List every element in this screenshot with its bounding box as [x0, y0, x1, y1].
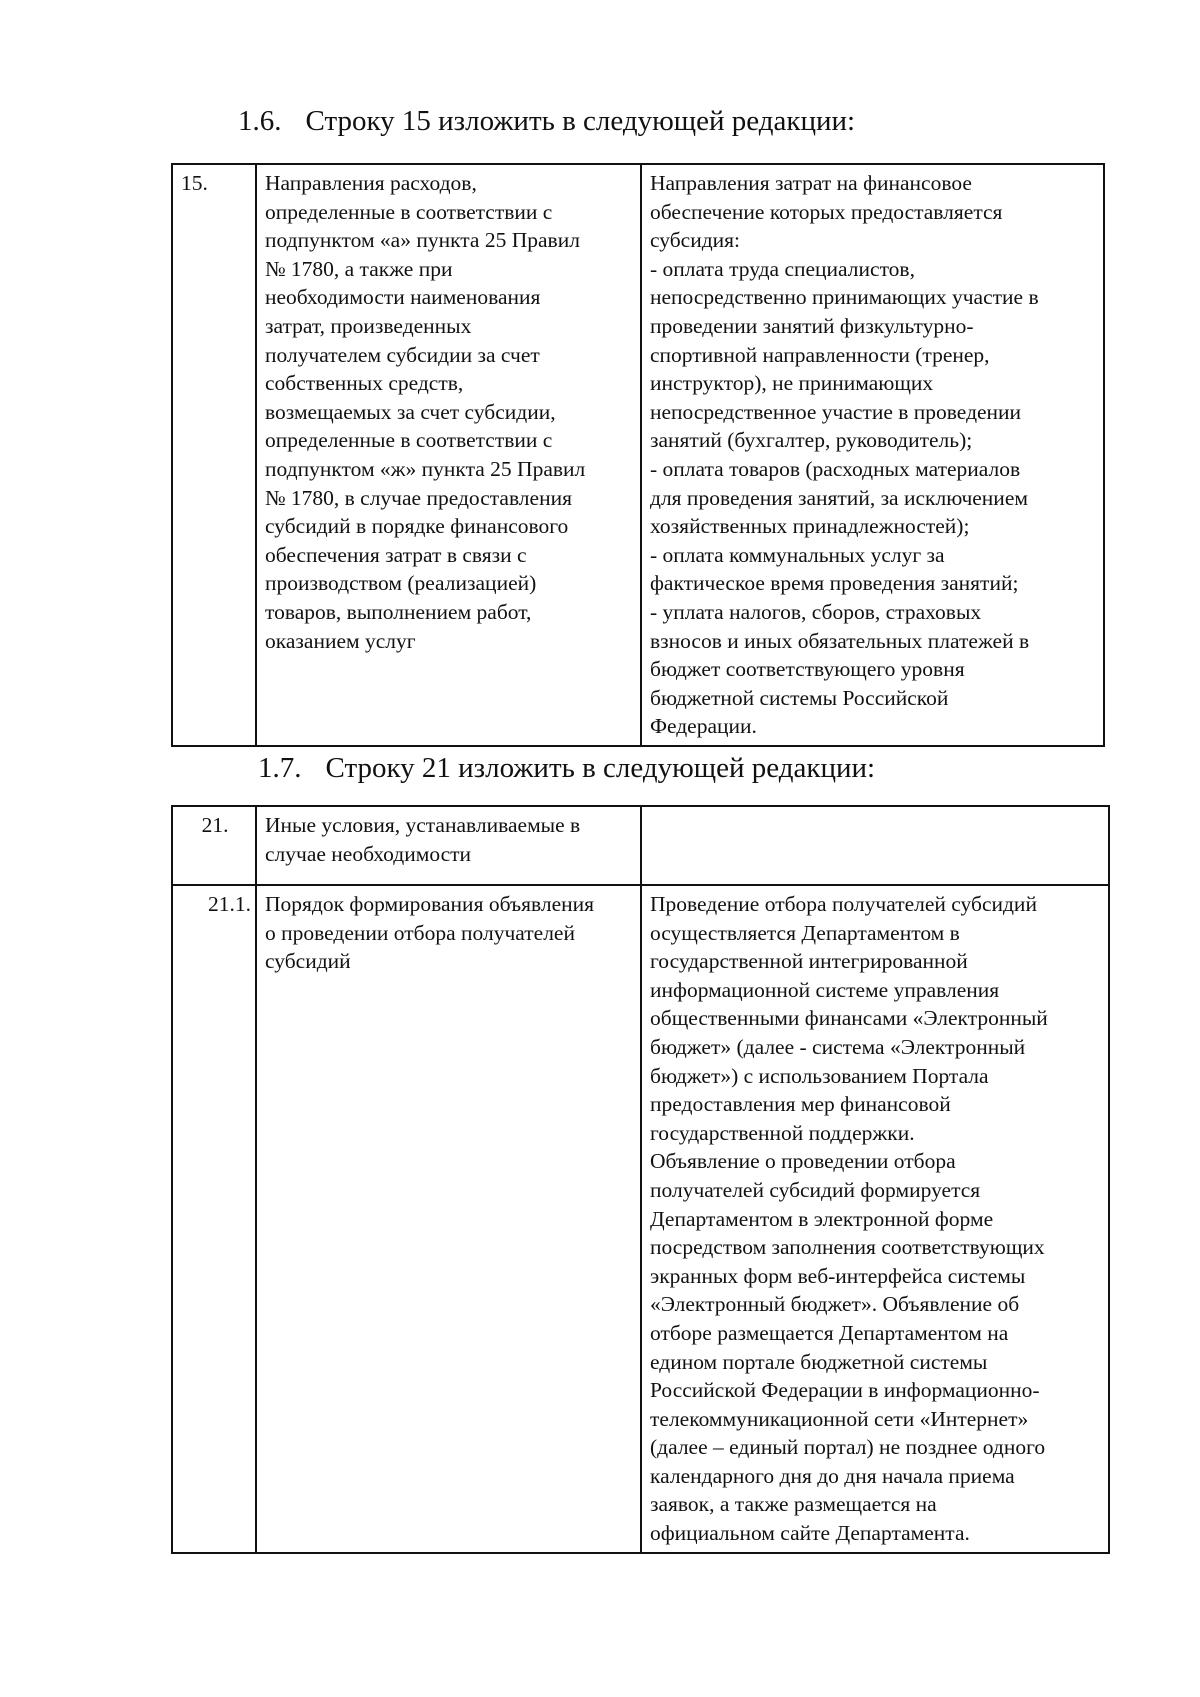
text-line: обеспечения затрат в связи с — [265, 542, 527, 567]
row-description — [265, 169, 634, 655]
row-number-cell — [172, 806, 256, 885]
text-line: субсидий — [265, 949, 351, 974]
row-description-cell — [256, 885, 641, 1553]
text-line: получателей субсидий формируется — [650, 1177, 981, 1202]
text-line: № 1780, в случае предоставления — [265, 485, 572, 510]
text-line: оказанием услуг — [265, 628, 416, 653]
text-line: экранных форм веб-интерфейса системы — [650, 1263, 1026, 1288]
text-line: едином портале бюджетной системы — [650, 1349, 988, 1374]
text-line: собственных средств, — [265, 371, 464, 396]
table-row — [172, 806, 1109, 885]
text-line: предоставления мер финансовой — [650, 1092, 951, 1117]
section-number: 1.6. — [238, 105, 282, 137]
text-line: определенные в соответствии с — [265, 199, 553, 224]
text-line: официальном сайте Департамента. — [650, 1521, 970, 1546]
text-line: непосредственно принимающих участие в — [650, 285, 1039, 310]
text-line: посредством заполнения соответствующих — [650, 1235, 1045, 1260]
row-description-cell — [256, 806, 641, 885]
text-line: взносов и иных обязательных платежей в — [650, 628, 1030, 653]
text-line: подпунктом «а» пункта 25 Правил — [265, 228, 580, 253]
text-line: проведении занятий физкультурно- — [650, 313, 974, 338]
table-row — [172, 885, 1109, 1553]
text-line: № 1780, а также при — [265, 256, 453, 281]
text-line: - оплата труда специалистов, — [650, 256, 915, 281]
text-line: заявок, а также размещается на — [650, 1492, 937, 1517]
text-line: товаров, выполнением работ, — [265, 599, 532, 624]
text-line: субсидий в порядке финансового — [265, 514, 569, 539]
table-row-15 — [171, 163, 1105, 747]
text-line: занятий (бухгалтер, руководитель); — [650, 428, 973, 453]
text-line: обеспечение которых предоставляется — [650, 199, 1003, 224]
text-line: хозяйственных принадлежностей); — [650, 514, 970, 539]
text-line: субсидия: — [650, 228, 741, 253]
text-line: бюджет соответствующего уровня — [650, 657, 965, 682]
text-line: Порядок формирования объявления — [265, 892, 595, 916]
text-line: бюджетной системы Российской — [650, 685, 949, 710]
row-description-cell — [256, 164, 641, 746]
text-line: затрат, произведенных — [265, 313, 472, 338]
text-line: (далее – единый портал) не позднее одного — [650, 1435, 1046, 1460]
text-line: Иные условия, устанавливаемые в — [265, 813, 581, 837]
text-line: Федерации. — [650, 714, 757, 739]
text-line: - оплата товаров (расходных материалов — [650, 456, 1021, 481]
text-line: бюджет» (далее - система «Электронный — [650, 1034, 1026, 1059]
text-line: государственной интегрированной — [650, 949, 968, 974]
table-row-21 — [171, 805, 1110, 1554]
row-description — [265, 890, 634, 976]
text-line: Российской Федерации в информационно- — [650, 1378, 1040, 1403]
section-number: 1.7. — [258, 752, 302, 784]
text-line: общественными финансами «Электронный — [650, 1006, 1048, 1031]
text-line: производством (реализацией) — [265, 571, 537, 596]
section-1-6-heading — [238, 105, 855, 137]
row-number: 21. — [201, 813, 229, 837]
text-line: Проведение отбора получателей субсидий — [650, 892, 1037, 916]
text-line: возмещаемых за счет субсидии, — [265, 399, 556, 424]
text-line: Направления затрат на финансовое — [650, 171, 972, 195]
section-1-7-heading — [258, 752, 875, 784]
row-number: 21.1. — [208, 892, 251, 916]
row-number-cell — [172, 885, 256, 1553]
row-details-cell — [641, 885, 1109, 1553]
text-line: необходимости наименования — [265, 285, 541, 310]
text-line: календарного дня до дня начала приема — [650, 1463, 1015, 1488]
text-line: бюджет») с использованием Портала — [650, 1063, 989, 1088]
text-line: случае необходимости — [265, 841, 472, 866]
row-description — [265, 811, 634, 868]
text-line: фактическое время проведения занятий; — [650, 571, 1019, 596]
text-line: «Электронный бюджет». Объявление об — [650, 1292, 1020, 1317]
text-line: получателем субсидии за счет — [265, 342, 540, 367]
text-line: телекоммуникационной сети «Интернет» — [650, 1406, 1029, 1431]
text-line: - уплата налогов, сборов, страховых — [650, 599, 982, 624]
row-number: 15. — [181, 171, 208, 195]
table-row — [172, 164, 1104, 746]
text-line: непосредственное участие в проведении — [650, 399, 1022, 424]
text-line: Объявление о проведении отбора — [650, 1149, 956, 1174]
text-line: определенные в соответствии с — [265, 428, 553, 453]
text-line: инструктор), не принимающих — [650, 371, 934, 396]
text-line: - оплата коммунальных услуг за — [650, 542, 945, 567]
section-title: Строку 21 изложить в следующей редакции: — [325, 752, 876, 784]
row-number-cell — [172, 164, 256, 746]
text-line: подпунктом «ж» пункта 25 Правил — [265, 456, 586, 481]
row-details-cell — [641, 164, 1104, 746]
text-line: Департаментом в электронной форме — [650, 1206, 994, 1231]
text-line: для проведения занятий, за исключением — [650, 485, 1028, 510]
text-line: Направления расходов, — [265, 171, 477, 195]
text-line: о проведении отбора получателей — [265, 920, 575, 945]
section-title: Строку 15 изложить в следующей редакции: — [305, 105, 856, 137]
text-line: государственной поддержки. — [650, 1120, 915, 1145]
text-line: отборе размещается Департаментом на — [650, 1320, 1009, 1345]
row-details-cell — [641, 806, 1109, 885]
row-details — [650, 890, 1102, 1548]
row-details — [650, 169, 1097, 741]
text-line: осуществляется Департаментом в — [650, 920, 960, 945]
text-line: спортивной направленности (тренер, — [650, 342, 990, 367]
text-line: информационной системе управления — [650, 977, 1000, 1002]
